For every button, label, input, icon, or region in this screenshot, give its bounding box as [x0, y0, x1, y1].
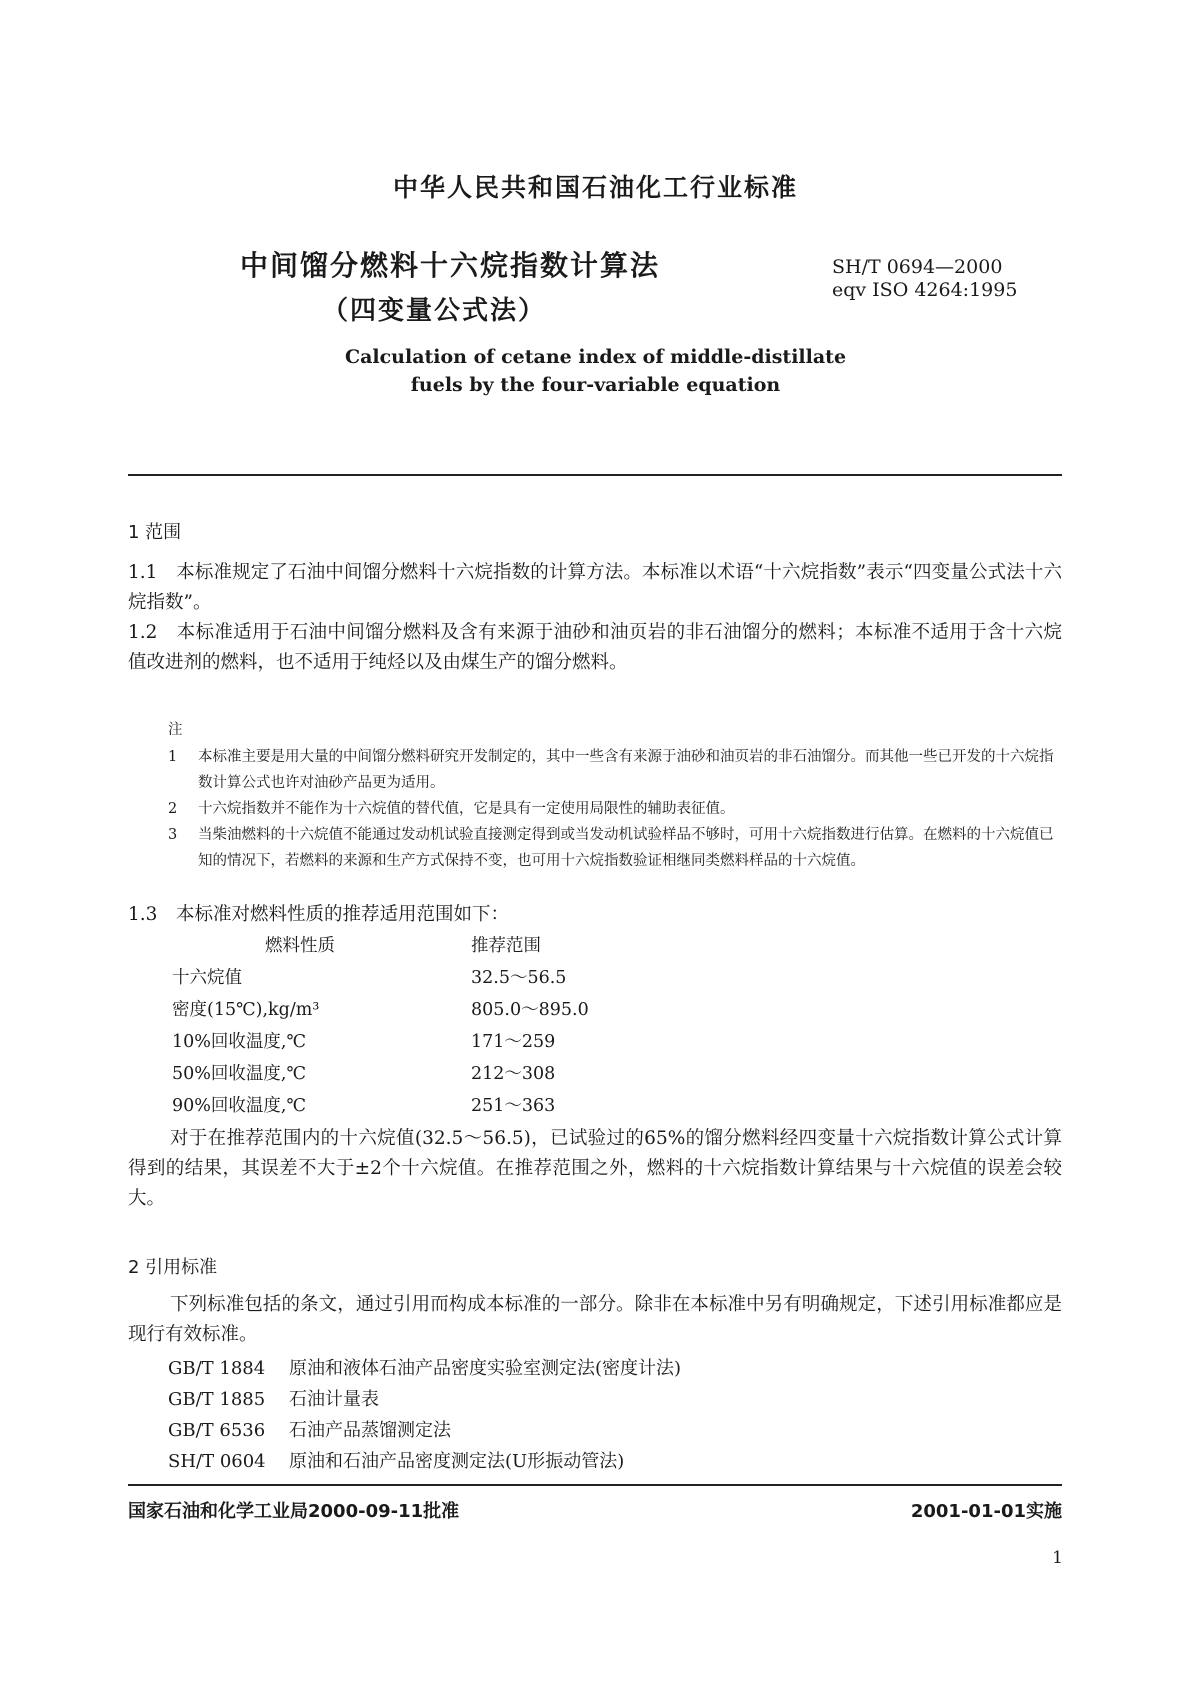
table-cell-range: 212～308 — [471, 1064, 556, 1084]
reference-code: SH/T 0604 — [168, 1451, 266, 1472]
reference-title: 石油产品蒸馏测定法 — [289, 1420, 451, 1441]
section-2-intro: 下列标准包括的条文，通过引用而构成本标准的一部分。除非在本标准中另有明确规定，下述引用标准都应是现行有效标准。 — [128, 1294, 1062, 1345]
gov-title: 中华人民共和国石油化工行业标准 — [392, 173, 798, 202]
reference-item — [168, 1446, 624, 1477]
note-text: 本标准主要是用大量的中间馏分燃料研究开发制定的，其中一些含有来源于油砂和油页岩的非石油馏分。而其他一些已开发的十六烷指数计算公式也许对油砂产品更为适用。 — [198, 749, 1054, 791]
clause-text: 本标准适用于石油中间馏分燃料及含有来源于油砂和油页岩的非石油馏分的燃料；本标准不适用于含十六烷值改进剂的燃料，也不适用于纯烃以及由煤生产的馏分燃料。 — [128, 622, 1062, 673]
clause-1-1 — [128, 558, 1062, 618]
document-title: 中间馏分燃料十六烷指数计算法 — [240, 249, 661, 282]
table-cell-property: 密度(15℃),kg/m³ — [172, 1000, 320, 1020]
english-title-line1: Calculation of cetane index of middle-distillate — [344, 346, 847, 368]
table-cell-range: 805.0～895.0 — [471, 1000, 589, 1020]
approval-line: 国家石油和化学工业局2000-09-11批准 — [128, 1501, 460, 1522]
reference-code: GB/T 1885 — [168, 1389, 266, 1410]
equivalence-note: eqv ISO 4264:1995 — [832, 279, 1018, 301]
reference-item — [168, 1353, 681, 1384]
reference-title: 石油计量表 — [289, 1389, 379, 1410]
reference-code: GB/T 6536 — [168, 1420, 266, 1441]
note-label: 注 — [168, 722, 183, 738]
note-number: 1 — [168, 749, 178, 765]
clause-number: 1.1 — [128, 562, 158, 583]
standard-code-block — [832, 256, 1022, 302]
section-2-heading: 2 引用标准 — [128, 1257, 218, 1278]
clause-number: 1.2 — [128, 622, 158, 643]
reference-item — [168, 1384, 379, 1415]
clause-text: 本标准对燃料性质的推荐适用范围如下： — [175, 904, 509, 925]
note-text: 十六烷指数并不能作为十六烷值的替代值，它是具有一定使用局限性的辅助表征值。 — [198, 801, 735, 817]
document-subtitle: （四变量公式法） — [322, 296, 547, 326]
clause-1-2 — [128, 618, 1062, 678]
note-number: 2 — [168, 801, 178, 817]
table-cell-property: 50%回收温度,℃ — [172, 1064, 307, 1084]
standard-code: SH/T 0694—2000 — [832, 256, 1003, 278]
footer-divider — [128, 1484, 1062, 1486]
table-cell-property: 十六烷值 — [172, 968, 242, 988]
page-number: 1 — [1052, 1548, 1063, 1568]
table-cell-range: 32.5～56.5 — [471, 968, 567, 988]
table-cell-property: 90%回收温度,℃ — [172, 1096, 307, 1116]
section-1-heading: 1 范围 — [128, 522, 182, 543]
table-header-property: 燃料性质 — [265, 936, 335, 956]
reference-title: 原油和石油产品密度测定法(U形振动管法) — [289, 1451, 625, 1472]
clause-1-3 — [128, 900, 1062, 930]
table-cell-property: 10%回收温度,℃ — [172, 1032, 307, 1052]
table-cell-range: 171～259 — [471, 1032, 556, 1052]
note-text: 当柴油燃料的十六烷值不能通过发动机试验直接测定得到或当发动机试验样品不够时，可用十六烷指数进行估算。在燃料的十六烷值已知的情况下，若燃料的来源和生产方式保持不变，也可用十六烷指数验证相继同类燃料样品的十六烷值。 — [198, 827, 1054, 869]
table-cell-range: 251～363 — [471, 1096, 556, 1116]
clause-text: 本标准规定了石油中间馏分燃料十六烷指数的计算方法。本标准以术语“十六烷指数”表示“四变量公式法十六烷指数”。 — [128, 562, 1062, 613]
effective-date: 2001-01-01实施 — [910, 1501, 1062, 1522]
reference-code: GB/T 1884 — [168, 1358, 266, 1379]
header-divider — [128, 474, 1062, 476]
table-header-range: 推荐范围 — [471, 936, 541, 956]
note-number: 3 — [168, 827, 178, 843]
clause-number: 1.3 — [128, 904, 158, 925]
reference-title: 原油和液体石油产品密度实验室测定法(密度计法) — [289, 1358, 682, 1379]
reference-item — [168, 1415, 451, 1446]
clause-1-3-paragraph: 对于在推荐范围内的十六烷值(32.5～56.5)，已试验过的65%的馏分燃料经四变量十六烷指数计算公式计算得到的结果，其误差不大于±2个十六烷值。在推荐范围之外，燃料的十六烷指数计算结果与十六烷值的误差会较大。 — [128, 1128, 1062, 1209]
english-title-line2: fuels by the four-variable equation — [410, 374, 781, 396]
